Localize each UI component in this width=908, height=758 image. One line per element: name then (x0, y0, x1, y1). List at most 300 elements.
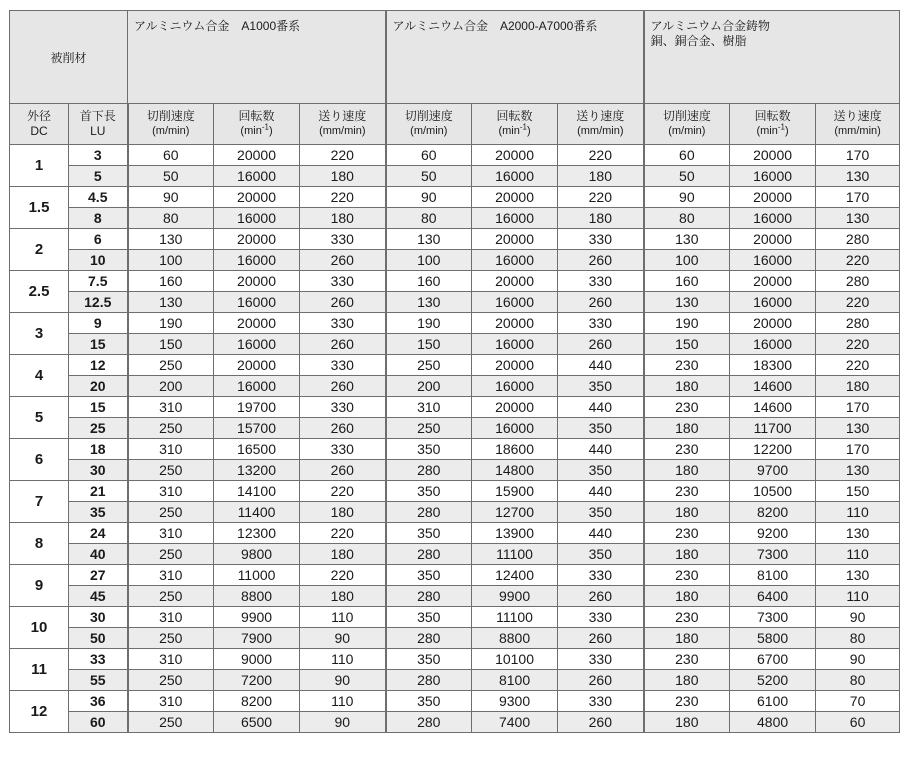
feed-cell: 280 (816, 313, 900, 334)
speed-cell: 310 (386, 397, 472, 418)
rpm-cell: 14600 (730, 397, 816, 418)
feed-cell: 130 (816, 523, 900, 544)
speed-cell: 150 (644, 334, 730, 355)
feed-cell: 130 (816, 208, 900, 229)
rpm-header-label: 回転数 (754, 109, 791, 123)
rpm-cell: 20000 (472, 187, 558, 208)
rpm-cell: 16000 (214, 376, 300, 397)
table-row (10, 460, 900, 481)
speed-cell: 180 (644, 502, 730, 523)
rpm-cell: 20000 (472, 271, 558, 292)
rpm-cell: 12400 (472, 565, 558, 586)
feed-cell: 220 (300, 145, 386, 166)
feed-header-label: 送り速度 (833, 109, 882, 123)
rpm-header-label: 回転数 (238, 109, 275, 123)
lu-cell: 21 (69, 481, 128, 502)
feed-cell: 130 (816, 565, 900, 586)
rpm-cell: 7400 (472, 712, 558, 733)
speed-cell: 130 (644, 229, 730, 250)
speed-cell: 350 (386, 439, 472, 460)
speed-cell: 280 (386, 502, 472, 523)
speed-header-label: 切削速度 (146, 109, 195, 123)
dc-header-label: 外径 (26, 109, 51, 123)
speed-cell: 310 (128, 691, 214, 712)
feed-cell: 260 (558, 334, 644, 355)
feed-cell: 220 (300, 565, 386, 586)
speed-cell: 250 (386, 355, 472, 376)
feed-cell: 260 (558, 250, 644, 271)
lu-cell: 4.5 (69, 187, 128, 208)
feed-cell: 330 (558, 607, 644, 628)
speed-cell: 230 (644, 355, 730, 376)
rpm-cell: 11100 (472, 544, 558, 565)
table-row (10, 187, 900, 208)
lu-cell: 33 (69, 649, 128, 670)
table-row (10, 355, 900, 376)
speed-cell: 130 (128, 229, 214, 250)
speed-cell: 250 (128, 460, 214, 481)
speed-cell: 90 (128, 187, 214, 208)
speed-cell: 250 (128, 502, 214, 523)
table-row (10, 439, 900, 460)
table-row (10, 649, 900, 670)
feed-cell: 90 (300, 628, 386, 649)
material-header: 被削材 (10, 11, 128, 104)
feed-cell: 260 (300, 292, 386, 313)
speed-cell: 60 (386, 145, 472, 166)
rpm-cell: 11000 (214, 565, 300, 586)
rpm-cell: 20000 (214, 271, 300, 292)
speed-header-3 (644, 104, 730, 145)
table-row (10, 397, 900, 418)
speed-cell: 180 (644, 460, 730, 481)
speed-cell: 310 (128, 439, 214, 460)
rpm-cell: 19700 (214, 397, 300, 418)
rpm-cell: 11700 (730, 418, 816, 439)
feed-cell: 350 (558, 544, 644, 565)
lu-cell: 10 (69, 250, 128, 271)
rpm-cell: 16000 (472, 334, 558, 355)
dc-cell: 7 (10, 481, 69, 523)
feed-cell: 90 (300, 670, 386, 691)
lu-cell: 12 (69, 355, 128, 376)
rpm-cell: 12300 (214, 523, 300, 544)
feed-cell: 350 (558, 376, 644, 397)
feed-cell: 170 (816, 439, 900, 460)
speed-cell: 100 (128, 250, 214, 271)
speed-cell: 350 (386, 649, 472, 670)
rpm-cell: 9900 (214, 607, 300, 628)
speed-cell: 180 (644, 418, 730, 439)
rpm-cell: 13900 (472, 523, 558, 544)
rpm-cell: 4800 (730, 712, 816, 733)
lu-cell: 6 (69, 229, 128, 250)
rpm-cell: 16000 (730, 334, 816, 355)
rpm-cell: 16000 (472, 376, 558, 397)
lu-cell: 15 (69, 397, 128, 418)
rpm-cell: 9000 (214, 649, 300, 670)
speed-cell: 130 (128, 292, 214, 313)
speed-cell: 250 (128, 670, 214, 691)
feed-cell: 220 (558, 187, 644, 208)
feed-cell: 130 (816, 460, 900, 481)
feed-cell: 330 (558, 313, 644, 334)
speed-cell: 280 (386, 586, 472, 607)
rpm-header-unit (730, 124, 815, 139)
feed-cell: 330 (300, 313, 386, 334)
feed-cell: 440 (558, 397, 644, 418)
rpm-header-1 (214, 104, 300, 145)
lu-cell: 35 (69, 502, 128, 523)
speed-header-label: 切削速度 (662, 109, 711, 123)
lu-cell: 7.5 (69, 271, 128, 292)
rpm-cell: 16500 (214, 439, 300, 460)
feed-cell: 260 (300, 250, 386, 271)
rpm-unit-close: ) (268, 125, 273, 137)
speed-cell: 230 (644, 523, 730, 544)
feed-cell: 440 (558, 481, 644, 502)
feed-cell: 110 (300, 607, 386, 628)
header-row-groups (10, 11, 900, 104)
table-row (10, 586, 900, 607)
table-row (10, 376, 900, 397)
speed-cell: 350 (386, 607, 472, 628)
feed-cell: 260 (300, 460, 386, 481)
rpm-cell: 9200 (730, 523, 816, 544)
rpm-cell: 16000 (472, 208, 558, 229)
feed-cell: 180 (300, 586, 386, 607)
rpm-cell: 8800 (214, 586, 300, 607)
speed-cell: 100 (644, 250, 730, 271)
dc-cell: 10 (10, 607, 69, 649)
dc-cell: 6 (10, 439, 69, 481)
feed-cell: 260 (558, 670, 644, 691)
speed-cell: 310 (128, 565, 214, 586)
speed-header-label: 切削速度 (404, 109, 453, 123)
rpm-cell: 16000 (730, 166, 816, 187)
speed-cell: 130 (644, 292, 730, 313)
feed-cell: 110 (816, 502, 900, 523)
rpm-cell: 14800 (472, 460, 558, 481)
feed-header-unit: (mm/min) (319, 125, 366, 137)
lu-cell: 40 (69, 544, 128, 565)
speed-cell: 90 (644, 187, 730, 208)
speed-cell: 190 (128, 313, 214, 334)
speed-cell: 60 (644, 145, 730, 166)
feed-cell: 280 (816, 271, 900, 292)
rpm-cell: 20000 (472, 145, 558, 166)
speed-cell: 80 (386, 208, 472, 229)
rpm-cell: 16000 (214, 250, 300, 271)
rpm-cell: 8100 (472, 670, 558, 691)
rpm-cell: 16000 (214, 292, 300, 313)
feed-cell: 180 (558, 166, 644, 187)
rpm-cell: 20000 (214, 229, 300, 250)
feed-cell: 260 (558, 586, 644, 607)
speed-cell: 250 (128, 544, 214, 565)
feed-cell: 260 (558, 292, 644, 313)
speed-cell: 180 (644, 628, 730, 649)
dc-cell: 4 (10, 355, 69, 397)
feed-cell: 180 (300, 502, 386, 523)
feed-cell: 330 (300, 271, 386, 292)
speed-cell: 50 (644, 166, 730, 187)
speed-cell: 180 (644, 712, 730, 733)
rpm-cell: 16000 (730, 292, 816, 313)
table-row (10, 523, 900, 544)
rpm-cell: 20000 (730, 229, 816, 250)
feed-cell: 150 (816, 481, 900, 502)
rpm-cell: 16000 (472, 166, 558, 187)
rpm-unit-base: (min (240, 125, 262, 137)
speed-cell: 150 (386, 334, 472, 355)
feed-cell: 170 (816, 397, 900, 418)
table-row (10, 691, 900, 712)
speed-cell: 180 (644, 670, 730, 691)
dc-cell: 12 (10, 691, 69, 733)
feed-cell: 130 (816, 166, 900, 187)
rpm-unit-base: (min (498, 125, 520, 137)
lu-cell: 20 (69, 376, 128, 397)
rpm-cell: 11100 (472, 607, 558, 628)
lu-cell: 55 (69, 670, 128, 691)
feed-cell: 330 (300, 397, 386, 418)
feed-cell: 220 (300, 481, 386, 502)
feed-cell: 170 (816, 145, 900, 166)
feed-cell: 220 (816, 355, 900, 376)
table-row (10, 208, 900, 229)
rpm-cell: 20000 (730, 271, 816, 292)
feed-cell: 170 (816, 187, 900, 208)
rpm-cell: 16000 (214, 208, 300, 229)
feed-cell: 180 (300, 208, 386, 229)
feed-cell: 350 (558, 502, 644, 523)
table-row (10, 229, 900, 250)
table-row (10, 145, 900, 166)
rpm-cell: 12200 (730, 439, 816, 460)
table-row (10, 166, 900, 187)
rpm-cell: 8200 (214, 691, 300, 712)
group-header-casting-line1: アルミニウム合金鋳物 (650, 19, 770, 33)
feed-cell: 60 (816, 712, 900, 733)
speed-cell: 230 (644, 607, 730, 628)
feed-cell: 350 (558, 418, 644, 439)
rpm-cell: 8200 (730, 502, 816, 523)
table-row (10, 712, 900, 733)
lu-header-label: 首下長 (79, 109, 116, 123)
feed-cell: 220 (300, 187, 386, 208)
feed-cell: 260 (558, 628, 644, 649)
speed-cell: 250 (128, 586, 214, 607)
feed-cell: 330 (300, 439, 386, 460)
rpm-header-2 (472, 104, 558, 145)
speed-cell: 80 (644, 208, 730, 229)
rpm-cell: 14100 (214, 481, 300, 502)
rpm-cell: 20000 (730, 145, 816, 166)
rpm-cell: 20000 (214, 313, 300, 334)
speed-cell: 350 (386, 565, 472, 586)
rpm-cell: 18600 (472, 439, 558, 460)
speed-header-unit: (m/min) (152, 125, 190, 137)
speed-cell: 310 (128, 649, 214, 670)
feed-cell: 90 (816, 649, 900, 670)
rpm-cell: 13200 (214, 460, 300, 481)
rpm-unit-close: ) (526, 125, 531, 137)
speed-cell: 180 (644, 544, 730, 565)
feed-cell: 90 (300, 712, 386, 733)
rpm-cell: 20000 (730, 313, 816, 334)
rpm-header-unit (472, 124, 557, 139)
dc-cell: 3 (10, 313, 69, 355)
lu-header-symbol: LU (90, 124, 106, 138)
speed-cell: 150 (128, 334, 214, 355)
rpm-cell: 16000 (214, 334, 300, 355)
dc-cell: 2 (10, 229, 69, 271)
header-row-columns (10, 104, 900, 145)
feed-cell: 260 (558, 712, 644, 733)
rpm-cell: 8800 (472, 628, 558, 649)
dc-cell: 11 (10, 649, 69, 691)
rpm-cell: 20000 (472, 355, 558, 376)
speed-header-1 (128, 104, 214, 145)
feed-cell: 330 (558, 649, 644, 670)
lu-cell: 18 (69, 439, 128, 460)
feed-cell: 220 (300, 523, 386, 544)
feed-header-2 (558, 104, 644, 145)
lu-cell: 24 (69, 523, 128, 544)
feed-cell: 220 (816, 250, 900, 271)
speed-cell: 310 (128, 607, 214, 628)
rpm-cell: 9700 (730, 460, 816, 481)
rpm-unit-exponent: -1 (519, 122, 527, 132)
rpm-unit-base: (min (756, 125, 778, 137)
speed-cell: 50 (386, 166, 472, 187)
speed-cell: 230 (644, 481, 730, 502)
dc-cell: 1 (10, 145, 69, 187)
speed-cell: 160 (644, 271, 730, 292)
speed-cell: 280 (386, 670, 472, 691)
lu-cell: 12.5 (69, 292, 128, 313)
feed-cell: 440 (558, 523, 644, 544)
feed-cell: 330 (558, 691, 644, 712)
table-body (10, 145, 900, 733)
feed-cell: 260 (300, 334, 386, 355)
rpm-cell: 6100 (730, 691, 816, 712)
table-row (10, 565, 900, 586)
table-row (10, 334, 900, 355)
speed-cell: 310 (128, 523, 214, 544)
speed-cell: 200 (128, 376, 214, 397)
feed-cell: 110 (816, 586, 900, 607)
speed-cell: 350 (386, 523, 472, 544)
rpm-cell: 7300 (730, 544, 816, 565)
dc-cell: 5 (10, 397, 69, 439)
table-row (10, 544, 900, 565)
feed-cell: 110 (816, 544, 900, 565)
group-header-a2000-a7000 (386, 11, 644, 104)
speed-cell: 180 (644, 586, 730, 607)
speed-cell: 250 (386, 418, 472, 439)
rpm-cell: 5200 (730, 670, 816, 691)
speed-cell: 50 (128, 166, 214, 187)
feed-cell: 330 (558, 271, 644, 292)
speed-cell: 130 (386, 292, 472, 313)
speed-header-unit: (m/min) (668, 125, 706, 137)
cutting-conditions-table (9, 10, 900, 733)
group-header-a2000-line1: アルミニウム合金 A2000-A7000番系 (392, 19, 598, 33)
speed-cell: 190 (386, 313, 472, 334)
lu-cell: 30 (69, 607, 128, 628)
rpm-cell: 15700 (214, 418, 300, 439)
lu-cell: 45 (69, 586, 128, 607)
speed-cell: 230 (644, 439, 730, 460)
rpm-cell: 7300 (730, 607, 816, 628)
rpm-cell: 10100 (472, 649, 558, 670)
speed-cell: 230 (644, 691, 730, 712)
speed-cell: 280 (386, 628, 472, 649)
table-row (10, 481, 900, 502)
rpm-cell: 5800 (730, 628, 816, 649)
feed-header-1 (300, 104, 386, 145)
rpm-cell: 16000 (730, 250, 816, 271)
lu-cell: 15 (69, 334, 128, 355)
feed-cell: 80 (816, 628, 900, 649)
rpm-cell: 20000 (214, 145, 300, 166)
rpm-unit-exponent: -1 (777, 122, 785, 132)
speed-cell: 60 (128, 145, 214, 166)
rpm-cell: 20000 (214, 355, 300, 376)
group-header-a1000 (128, 11, 386, 104)
rpm-cell: 16000 (472, 418, 558, 439)
dc-header (10, 104, 69, 145)
dc-cell: 2.5 (10, 271, 69, 313)
speed-cell: 230 (644, 397, 730, 418)
rpm-unit-close: ) (785, 125, 789, 137)
speed-cell: 190 (644, 313, 730, 334)
rpm-cell: 18300 (730, 355, 816, 376)
speed-cell: 160 (386, 271, 472, 292)
feed-cell: 70 (816, 691, 900, 712)
feed-cell: 110 (300, 691, 386, 712)
feed-cell: 80 (816, 670, 900, 691)
table-row (10, 250, 900, 271)
rpm-cell: 20000 (472, 397, 558, 418)
rpm-cell: 9900 (472, 586, 558, 607)
feed-cell: 330 (300, 355, 386, 376)
rpm-cell: 20000 (730, 187, 816, 208)
rpm-cell: 10500 (730, 481, 816, 502)
rpm-cell: 16000 (214, 166, 300, 187)
speed-cell: 350 (386, 481, 472, 502)
speed-cell: 180 (644, 376, 730, 397)
feed-header-label: 送り速度 (318, 109, 367, 123)
group-header-casting-line2: 銅、銅合金、樹脂 (650, 34, 747, 48)
feed-cell: 220 (816, 292, 900, 313)
feed-cell: 330 (300, 229, 386, 250)
feed-cell: 180 (816, 376, 900, 397)
rpm-cell: 11400 (214, 502, 300, 523)
speed-cell: 200 (386, 376, 472, 397)
dc-cell: 9 (10, 565, 69, 607)
feed-cell: 180 (300, 544, 386, 565)
feed-cell: 260 (300, 418, 386, 439)
rpm-cell: 20000 (472, 313, 558, 334)
speed-cell: 280 (386, 460, 472, 481)
speed-cell: 280 (386, 712, 472, 733)
rpm-cell: 6500 (214, 712, 300, 733)
speed-cell: 90 (386, 187, 472, 208)
dc-header-symbol: DC (30, 124, 48, 138)
